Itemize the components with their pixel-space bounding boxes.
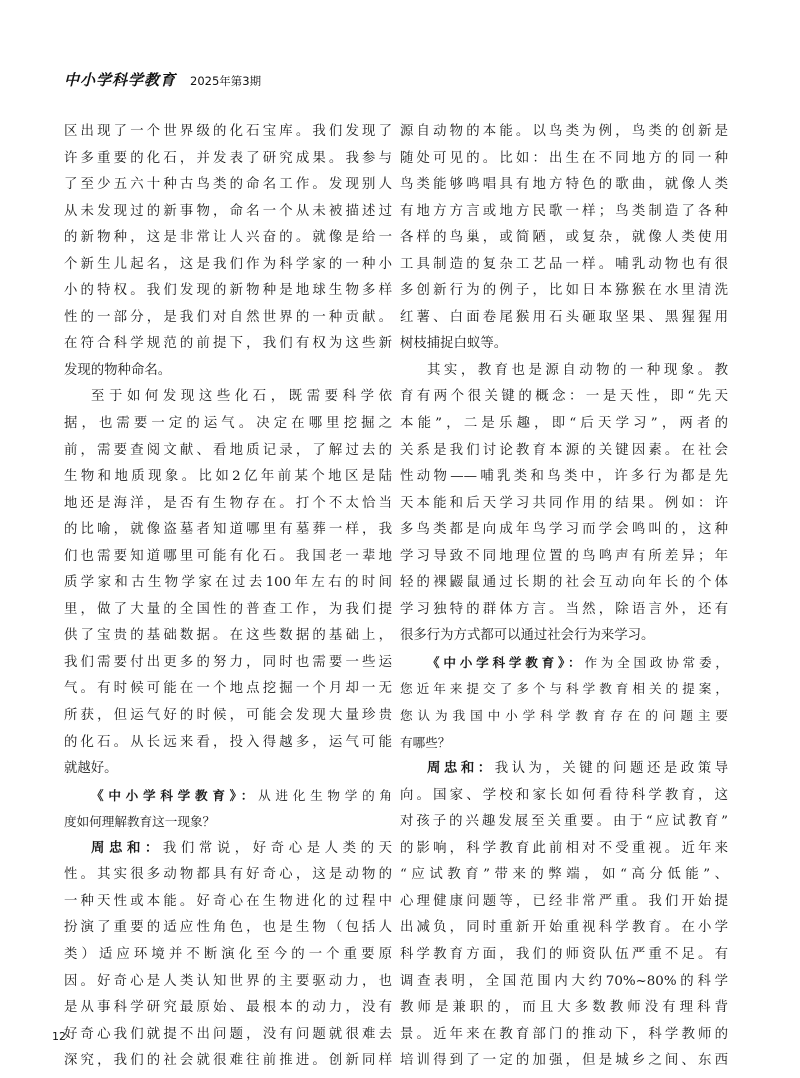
text-line: 心理健康问题等，已经非常严重。我们开始提 (400, 893, 728, 909)
text-line: 小的特权。我们发现的新物种是地球生物多样 (64, 283, 392, 299)
journal-logo: 中小学科学教育 (64, 71, 177, 89)
text-line: 前，需要查阅文献、看地质记录，了解过去的 (64, 442, 392, 458)
text-line: 的比喻，就像盗墓者知道哪里有墓葬一样，我 (64, 522, 392, 538)
text-line: 鸟类能够鸣唱具有地方特色的歌曲，就像人类 (400, 177, 728, 193)
text-line: 因。好奇心是人类认知世界的主要驱动力，也 (64, 973, 392, 989)
left-column (64, 119, 392, 1075)
text-line: 多鸟类都是向成年鸟学习而学会鸣叫的，这种 (400, 522, 728, 538)
text-line: 出减负，同时重新开始重视科学教育。在小学 (400, 920, 728, 936)
text-line: 本能”，二是乐趣，即“后天学习”，两者的 (400, 416, 728, 432)
text-line: 所获，但运气好的时候，可能会发现大量珍贵 (64, 708, 392, 724)
question-line: 度如何理解教育这一现象？ (64, 814, 216, 830)
text-line: 很多行为方式都可以通过社会行为来学习。 (400, 628, 655, 644)
answer-line: 周忠和：我认为，关键的问题还是政策导 (427, 761, 728, 777)
text-line: 育有两个很关键的概念：一是天性，即“先天 (400, 389, 728, 405)
text-line: 性动物——哺乳类和鸟类中，许多行为都是先 (400, 469, 728, 485)
text-line: 供了宝贵的基础数据。在这些数据的基础上， (64, 628, 392, 644)
question-line: 您认为我国中小学科学教育存在的问题主要 (400, 708, 728, 724)
text-line: 从未发现过的新事物，命名一个从未被描述过 (64, 203, 392, 219)
text-line: 教师是兼职的，而且大多数教师没有理科背 (400, 1000, 728, 1016)
text-line: 发现的物种命名。 (64, 362, 172, 378)
text-line: 有地方方言或地方民歌一样；鸟类制造了各种 (400, 203, 728, 219)
text-line: 气。有时候可能在一个地点挖掘一个月却一无 (64, 681, 392, 697)
text-line: 工具制造的复杂工艺品一样。哺乳动物也有很 (400, 256, 728, 272)
text-line: 就越好。 (64, 761, 118, 777)
text-line: 地还是海洋，是否有生物存在。打个不太恰当 (64, 495, 392, 511)
text-line: 深究，我们的社会就很难往前推进。创新同样 (64, 1053, 392, 1069)
text-line: 是从事科学研究最原始、最根本的动力，没有 (64, 1000, 392, 1016)
question-line: 《中小学科学教育》：从进化生物学的角 (91, 787, 392, 803)
text-line: 的化石。从长远来看，投入得越多，运气可能 (64, 734, 392, 750)
text-line: 红薯、白面卷尾猴用石头砸取坚果、黑猩猩用 (400, 309, 728, 325)
text-line: 源自动物的本能。以鸟类为例，鸟类的创新是 (400, 124, 728, 139)
text-line: 好奇心我们就提不出问题，没有问题就很难去 (64, 1026, 392, 1042)
text-line: 培训得到了一定的加强，但是城乡之间、东西 (400, 1053, 728, 1069)
text-line: 质学家和古生物学家在过去100年左右的时间 (64, 575, 392, 591)
text-line: 生物和地质现象。比如2亿年前某个地区是陆 (64, 469, 392, 485)
text-line: 随处可见的。比如：出生在不同地方的同一种 (400, 150, 728, 166)
issue-label: 2025年第3期 (190, 74, 262, 88)
text-line: 了至少五六十种古鸟类的命名工作。发现别人 (64, 177, 392, 193)
text-line: 学习独特的群体方言。当然，除语言外，还有 (400, 601, 728, 617)
text-line: 许多重要的化石，并发表了研究成果。我参与 (64, 150, 392, 166)
text-line: 调查表明，全国范围内大约70%~80%的科学 (400, 973, 728, 989)
text-line: 轻的裸鼹鼠通过长期的社会互动向年长的个体 (400, 575, 728, 591)
page-number: 12 (52, 1030, 66, 1043)
right-column (400, 119, 728, 1075)
text-line: 至于如何发现这些化石，既需要科学依 (91, 389, 392, 405)
text-line: 的新物种，这是非常让人兴奋的。就像是给一 (64, 230, 392, 246)
text-line: 性的一部分，是我们对自然世界的一种贡献。 (64, 309, 392, 325)
speaker-label: 周忠和： (427, 761, 495, 777)
text-line: 学习导致不同地理位置的鸟鸣声有所差异；年 (400, 548, 728, 564)
speaker-label: 《中小学科学教育》： (427, 654, 585, 670)
question-line: 您近年来提交了多个与科学教育相关的提案， (400, 681, 728, 697)
text-line: 向。国家、学校和家长如何看待科学教育，这 (400, 787, 728, 803)
text-line: 个新生儿起名，这是我们作为科学家的一种小 (64, 256, 392, 272)
text-line: 景。近年来在教育部门的推动下，科学教师的 (400, 1026, 728, 1042)
question-line: 《中小学科学教育》：作为全国政协常委， (427, 654, 728, 670)
text-line: “应试教育”带来的弊端，如“高分低能”、 (400, 867, 728, 883)
text-line: 关系是我们讨论教育本源的关键因素。在社会 (400, 442, 728, 458)
text-line: 对孩子的兴趣发展至关重要。由于“应试教育” (400, 814, 728, 830)
speaker-label: 《中小学科学教育》： (91, 787, 259, 803)
text-line: 的影响，科学教育此前相对不受重视。近年来 (400, 840, 728, 856)
answer-line: 周忠和：我们常说，好奇心是人类的天 (91, 840, 392, 856)
text-line: 里，做了大量的全国性的普查工作，为我们提 (64, 601, 392, 617)
question-line: 有哪些？ (400, 734, 451, 750)
text-line: 一种天性或本能。好奇心在生物进化的过程中 (64, 893, 392, 909)
speaker-label: 周忠和： (91, 840, 163, 856)
text-line: 区出现了一个世界级的化石宝库。我们发现了 (64, 124, 392, 139)
text-line: 类）适应环境并不断演化至今的一个重要原 (64, 946, 392, 962)
text-line: 我们需要付出更多的努力，同时也需要一些运 (64, 654, 392, 670)
text-line: 据，也需要一定的运气。决定在哪里挖掘之 (64, 416, 392, 432)
text-line: 在符合科学规范的前提下，我们有权为这些新 (64, 336, 392, 352)
text-line: 性。其实很多动物都具有好奇心，这是动物的 (64, 867, 392, 883)
text-line: 天本能和后天学习共同作用的结果。例如：许 (400, 495, 728, 511)
text-line: 们也需要知道哪里可能有化石。我国老一辈地 (64, 548, 392, 564)
text-line: 科学教育方面，我们的师资队伍严重不足。有 (400, 946, 728, 962)
text-line: 其实，教育也是源自动物的一种现象。教 (427, 362, 728, 378)
text-line: 各样的鸟巢，或简陋，或复杂，就像人类使用 (400, 230, 728, 246)
text-line: 扮演了重要的适应性角色，也是生物（包括人 (64, 920, 392, 936)
running-header (64, 66, 261, 90)
text-line: 树枝捕捉白蚁等。 (400, 336, 508, 352)
text-line: 多创新行为的例子，比如日本猕猴在水里清洗 (400, 283, 728, 299)
